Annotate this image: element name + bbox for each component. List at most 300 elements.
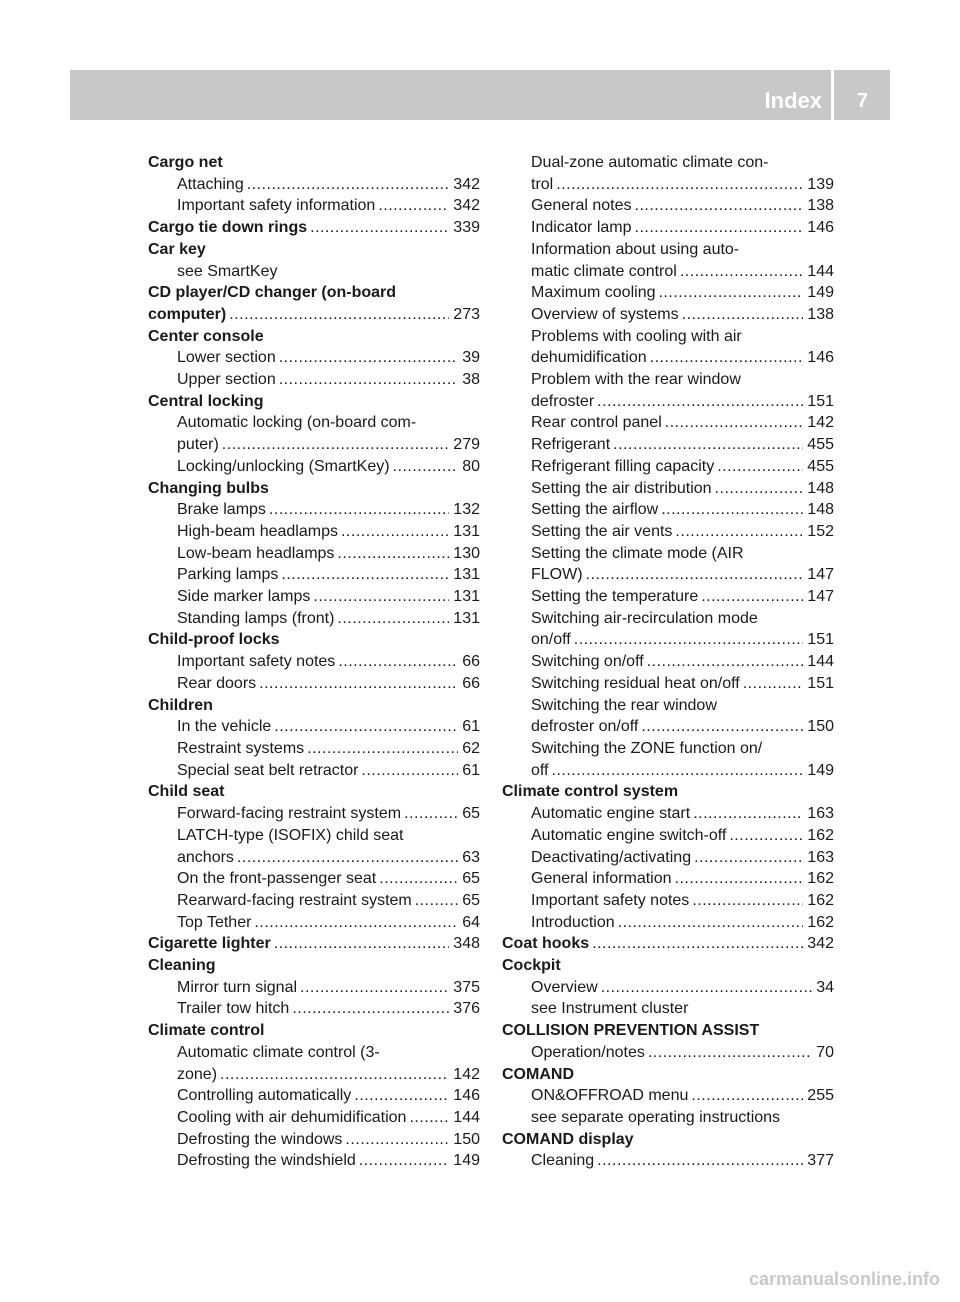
index-subentry <box>148 412 480 434</box>
index-subentry <box>148 1085 480 1107</box>
page-reference: 375 <box>453 978 480 996</box>
page-reference: 150 <box>453 1130 480 1148</box>
entry-text: Side marker lamps <box>177 588 311 606</box>
entry-text: Special seat belt retractor <box>177 761 359 779</box>
index-subentry <box>148 716 480 738</box>
entry-text: Indicator lamp <box>531 219 632 237</box>
page-header-bar <box>70 70 890 120</box>
index-subentry <box>502 478 834 500</box>
entry-text: Central locking <box>148 392 264 410</box>
index-subentry <box>502 326 834 348</box>
entry-text: Car key <box>148 240 206 258</box>
leader-dots <box>618 912 804 934</box>
entry-text: see separate operating instructions <box>531 1108 781 1126</box>
leader-dots <box>665 412 804 434</box>
entry-text: Lower section <box>177 349 276 367</box>
index-subentry <box>502 738 834 760</box>
index-subentry <box>148 456 480 478</box>
header-divider <box>831 70 834 120</box>
index-subentry <box>502 803 834 825</box>
index-heading <box>148 239 480 261</box>
entry-text: Automatic engine switch-off <box>531 826 727 844</box>
page-reference: 162 <box>807 913 834 931</box>
index-subentry <box>502 369 834 391</box>
page-reference: 132 <box>453 501 480 519</box>
entry-text: COMAND display <box>502 1130 634 1148</box>
entry-text: Cooling with air dehumidification <box>177 1108 407 1126</box>
entry-text: Important safety notes <box>531 891 690 909</box>
page-reference: 148 <box>807 479 834 497</box>
index-subentry <box>502 391 834 413</box>
page-reference: 162 <box>807 826 834 844</box>
index-subentry <box>502 239 834 261</box>
entry-text: puter) <box>177 436 219 454</box>
index-subentry <box>502 998 834 1020</box>
leader-dots <box>292 998 449 1020</box>
entry-text: Standing lamps (front) <box>177 609 335 627</box>
index-subentry <box>502 195 834 217</box>
entry-text: Automatic engine start <box>531 805 691 823</box>
leader-dots <box>229 304 449 326</box>
entry-text: Brake lamps <box>177 501 266 519</box>
index-subentry <box>148 174 480 196</box>
entry-text: Refrigerant <box>531 436 611 454</box>
entry-text: Attaching <box>177 175 244 193</box>
entry-text: High-beam headlamps <box>177 522 338 540</box>
index-subentry <box>502 868 834 890</box>
page-reference: 342 <box>807 935 834 953</box>
leader-dots <box>341 521 449 543</box>
index-subentry <box>148 890 480 912</box>
index-subentry <box>148 586 480 608</box>
leader-dots <box>354 1085 449 1107</box>
entry-text: Cargo net <box>148 154 223 171</box>
index-subentry <box>148 825 480 847</box>
entry-text: Trailer tow hitch <box>177 1000 290 1018</box>
page-reference: 138 <box>807 197 834 215</box>
entry-text: Refrigerant filling capacity <box>531 457 715 475</box>
index-subentry <box>148 261 480 283</box>
leader-dots <box>254 912 458 934</box>
page-reference: 146 <box>807 349 834 367</box>
page-reference: 61 <box>462 761 480 779</box>
index-heading <box>148 695 480 717</box>
entry-text: Children <box>148 696 213 714</box>
page-reference: 163 <box>807 848 834 866</box>
leader-dots <box>313 586 449 608</box>
page-reference: 70 <box>816 1043 834 1061</box>
page-reference: 146 <box>807 219 834 237</box>
page-reference: 455 <box>807 457 834 475</box>
page-number: 7 <box>856 90 868 112</box>
entry-text: see SmartKey <box>177 262 278 280</box>
index-subentry <box>148 998 480 1020</box>
entry-text: Rearward-facing restraint system <box>177 891 412 909</box>
entry-text: CD player/CD changer (on-board <box>148 284 397 302</box>
leader-dots <box>310 217 449 239</box>
entry-text: Climate control system <box>502 783 679 801</box>
entry-text: Setting the air distribution <box>531 479 712 497</box>
leader-dots <box>658 282 803 304</box>
leader-dots <box>647 651 804 673</box>
entry-text: Defrosting the windshield <box>177 1152 356 1170</box>
index-heading <box>148 781 480 803</box>
page-reference: 142 <box>453 1065 480 1083</box>
page-reference: 149 <box>807 284 834 302</box>
entry-text: Automatic locking (on-board com- <box>177 414 417 432</box>
leader-dots <box>574 629 804 651</box>
page-title: Index <box>764 88 822 113</box>
entry-text: see Instrument cluster <box>531 1000 689 1018</box>
entry-text: Center console <box>148 327 264 345</box>
leader-dots <box>641 716 803 738</box>
leader-dots <box>552 760 804 782</box>
index-subentry <box>502 977 834 999</box>
index-heading <box>502 781 834 803</box>
entry-text: COMAND <box>502 1065 574 1083</box>
index-heading <box>148 304 480 326</box>
index-heading <box>148 391 480 413</box>
index-heading <box>502 1020 834 1042</box>
leader-dots <box>345 1129 449 1151</box>
index-subentry <box>148 608 480 630</box>
entry-text: Changing bulbs <box>148 479 269 497</box>
index-subentry <box>502 304 834 326</box>
index-subentry <box>502 174 834 196</box>
entry-text: Switching residual heat on/off <box>531 674 740 692</box>
entry-text: Defrosting the windows <box>177 1130 343 1148</box>
page-reference: 65 <box>462 870 480 888</box>
index-column-right <box>502 152 834 1172</box>
index-heading <box>148 933 480 955</box>
entry-text: Problem with the rear window <box>531 371 741 389</box>
leader-dots <box>635 217 804 239</box>
entry-text: matic climate control <box>531 262 677 280</box>
leader-dots <box>279 369 458 391</box>
entry-text: Low-beam headlamps <box>177 544 335 562</box>
entry-text: Cargo tie down rings <box>148 219 308 237</box>
page-reference: 149 <box>807 761 834 779</box>
page-reference: 66 <box>462 674 480 692</box>
index-subentry <box>502 890 834 912</box>
leader-dots <box>220 1064 449 1086</box>
index-subentry <box>148 1150 480 1172</box>
entry-text: Child seat <box>148 783 225 801</box>
entry-text: In the vehicle <box>177 718 272 736</box>
entry-text: anchors <box>177 848 234 866</box>
leader-dots <box>337 543 449 565</box>
leader-dots <box>592 933 803 955</box>
index-heading <box>502 1129 834 1151</box>
index-subentry <box>502 152 834 174</box>
index-subentry <box>148 912 480 934</box>
page-reference: 130 <box>453 544 480 562</box>
entry-text: Forward-facing restraint system <box>177 805 402 823</box>
entry-text: computer) <box>148 305 227 323</box>
leader-dots <box>361 760 458 782</box>
index-subentry <box>502 1107 834 1129</box>
page-reference: 150 <box>807 718 834 736</box>
index-subentry <box>502 651 834 673</box>
leader-dots <box>259 673 458 695</box>
index-subentry <box>502 825 834 847</box>
leader-dots <box>613 434 803 456</box>
leader-dots <box>729 825 803 847</box>
page-reference: 39 <box>462 349 480 367</box>
index-subentry <box>148 1042 480 1064</box>
index-subentry <box>502 1085 834 1107</box>
index-subentry <box>502 456 834 478</box>
entry-text: Child-proof locks <box>148 631 280 649</box>
entry-text: Rear control panel <box>531 414 662 432</box>
page-reference: 149 <box>453 1152 480 1170</box>
entry-text: on/off <box>531 631 571 649</box>
page-reference: 146 <box>453 1087 480 1105</box>
index-subentry <box>502 1042 834 1064</box>
page-reference: 142 <box>807 414 834 432</box>
leader-dots <box>337 608 449 630</box>
index-heading <box>502 955 834 977</box>
index-subentry <box>502 760 834 782</box>
index-subentry <box>502 434 834 456</box>
page-reference: 138 <box>807 305 834 323</box>
page-reference: 348 <box>453 935 480 953</box>
index-subentry <box>148 195 480 217</box>
page-reference: 131 <box>453 522 480 540</box>
leader-dots <box>675 868 804 890</box>
index-subentry <box>148 673 480 695</box>
leader-dots <box>378 195 449 217</box>
leader-dots <box>692 890 803 912</box>
index-subentry <box>148 521 480 543</box>
leader-dots <box>743 673 804 695</box>
entry-text: Deactivating/activating <box>531 848 692 866</box>
entry-text: Coat hooks <box>502 935 590 953</box>
page-reference: 273 <box>453 305 480 323</box>
leader-dots <box>556 174 803 196</box>
entry-text: Important safety information <box>177 197 376 215</box>
index-subentry <box>148 868 480 890</box>
index-subentry <box>502 543 834 565</box>
index-heading <box>148 217 480 239</box>
leader-dots <box>222 434 450 456</box>
entry-text: Overview <box>531 978 598 996</box>
index-subentry <box>148 347 480 369</box>
entry-text: Mirror turn signal <box>177 978 298 996</box>
page-reference: 63 <box>462 848 480 866</box>
leader-dots <box>682 304 804 326</box>
index-heading <box>148 282 480 304</box>
entry-text: COLLISION PREVENTION ASSIST <box>502 1022 760 1040</box>
page-reference: 66 <box>462 653 480 671</box>
page-reference: 80 <box>462 457 480 475</box>
page-reference: 144 <box>807 653 834 671</box>
leader-dots <box>359 1150 450 1172</box>
entry-text: Switching air-recirculation mode <box>531 609 758 627</box>
page-reference: 162 <box>807 870 834 888</box>
entry-text: Maximum cooling <box>531 284 656 302</box>
index-subentry <box>148 1107 480 1129</box>
page-reference: 151 <box>807 631 834 649</box>
index-subentry <box>502 499 834 521</box>
index-heading <box>148 478 480 500</box>
entry-text: Parking lamps <box>177 566 279 584</box>
index-subentry <box>148 434 480 456</box>
entry-text: defroster on/off <box>531 718 639 736</box>
leader-dots <box>409 1107 449 1129</box>
leader-dots <box>274 716 458 738</box>
page-reference: 38 <box>462 371 480 389</box>
page-reference: 131 <box>453 609 480 627</box>
index-subentry <box>502 847 834 869</box>
leader-dots <box>691 1085 803 1107</box>
leader-dots <box>701 586 803 608</box>
page-reference: 162 <box>807 891 834 909</box>
index-subentry <box>502 586 834 608</box>
index-heading <box>502 1064 834 1086</box>
page-reference: 139 <box>807 175 834 193</box>
entry-text: Rear doors <box>177 674 257 692</box>
entry-text: off <box>531 761 549 779</box>
entry-text: Automatic climate control (3- <box>177 1043 380 1061</box>
index-subentry <box>502 564 834 586</box>
leader-dots <box>586 564 804 586</box>
entry-text: Switching on/off <box>531 653 644 671</box>
leader-dots <box>247 174 450 196</box>
page-reference: 144 <box>453 1108 480 1126</box>
entry-text: Climate control <box>148 1022 265 1040</box>
page-reference: 62 <box>462 739 480 757</box>
index-heading <box>148 326 480 348</box>
page-reference: 147 <box>807 566 834 584</box>
index-subentry <box>502 217 834 239</box>
index-subentry <box>148 499 480 521</box>
leader-dots <box>404 803 458 825</box>
page-reference: 376 <box>453 1000 480 1018</box>
index-subentry <box>148 1064 480 1086</box>
index-subentry <box>502 347 834 369</box>
entry-text: ON&OFFROAD menu <box>531 1087 689 1105</box>
leader-dots <box>279 347 458 369</box>
entry-text: defroster <box>531 392 595 410</box>
leader-dots <box>635 195 804 217</box>
leader-dots <box>675 521 803 543</box>
index-subentry <box>502 629 834 651</box>
page-reference: 148 <box>807 501 834 519</box>
page-reference: 342 <box>453 175 480 193</box>
page-reference: 131 <box>453 588 480 606</box>
page-reference: 144 <box>807 262 834 280</box>
entry-text: Top Tether <box>177 913 252 931</box>
index-subentry <box>148 847 480 869</box>
page-reference: 152 <box>807 522 834 540</box>
entry-text: Controlling automatically <box>177 1087 352 1105</box>
leader-dots <box>693 803 803 825</box>
page-reference: 131 <box>453 566 480 584</box>
entry-text: Important safety notes <box>177 653 336 671</box>
index-subentry <box>148 738 480 760</box>
leader-dots <box>274 933 450 955</box>
entry-text: Operation/notes <box>531 1043 645 1061</box>
entry-text: Cigarette lighter <box>148 935 271 953</box>
page-reference: 342 <box>453 197 480 215</box>
leader-dots <box>597 1150 803 1172</box>
leader-dots <box>650 347 804 369</box>
entry-text: Information about using auto- <box>531 240 740 258</box>
leader-dots <box>281 564 449 586</box>
leader-dots <box>379 868 458 890</box>
index-subentry <box>502 912 834 934</box>
index-subentry <box>148 803 480 825</box>
index-subentry <box>502 716 834 738</box>
page-reference: 61 <box>462 718 480 736</box>
leader-dots <box>717 456 803 478</box>
index-subentry <box>148 651 480 673</box>
page-reference: 147 <box>807 588 834 606</box>
entry-text: Dual-zone automatic climate con- <box>531 154 769 171</box>
index-subentry <box>148 760 480 782</box>
index-heading <box>148 152 480 174</box>
page-reference: 455 <box>807 436 834 454</box>
leader-dots <box>680 261 803 283</box>
index-subentry <box>502 1150 834 1172</box>
leader-dots <box>661 499 803 521</box>
entry-text: FLOW) <box>531 566 583 584</box>
watermark: carmanualsonline.info <box>748 1269 940 1289</box>
entry-text: Overview of systems <box>531 305 679 323</box>
index-column-left <box>148 152 480 1172</box>
entry-text: General notes <box>531 197 632 215</box>
page-reference: 65 <box>462 891 480 909</box>
entry-text: Cleaning <box>148 957 216 975</box>
leader-dots <box>648 1042 812 1064</box>
page-reference: 34 <box>816 978 834 996</box>
leader-dots <box>300 977 449 999</box>
leader-dots <box>601 977 813 999</box>
page-reference: 377 <box>807 1152 834 1170</box>
entry-text: Switching the rear window <box>531 696 717 714</box>
entry-text: Restraint systems <box>177 739 305 757</box>
entry-text: dehumidification <box>531 349 647 367</box>
index-heading <box>148 955 480 977</box>
entry-text: zone) <box>177 1065 218 1083</box>
index-subentry <box>502 608 834 630</box>
leader-dots <box>597 391 803 413</box>
entry-text: Introduction <box>531 913 615 931</box>
page-reference: 163 <box>807 805 834 823</box>
entry-text: Setting the temperature <box>531 588 699 606</box>
index-heading <box>502 933 834 955</box>
entry-text: Setting the air vents <box>531 522 673 540</box>
leader-dots <box>338 651 458 673</box>
index-subentry <box>502 261 834 283</box>
entry-text: Cleaning <box>531 1152 595 1170</box>
page-reference: 339 <box>453 219 480 237</box>
page-reference: 279 <box>453 436 480 454</box>
index-subentry <box>148 1129 480 1151</box>
index-subentry <box>148 543 480 565</box>
entry-text: Cockpit <box>502 957 561 975</box>
page-reference: 64 <box>462 913 480 931</box>
leader-dots <box>415 890 458 912</box>
index-subentry <box>502 412 834 434</box>
page-reference: 255 <box>807 1087 834 1105</box>
index-subentry <box>502 282 834 304</box>
index-heading <box>148 1020 480 1042</box>
entry-text: On the front-passenger seat <box>177 870 377 888</box>
leader-dots <box>307 738 458 760</box>
entry-text: Setting the airflow <box>531 501 659 519</box>
